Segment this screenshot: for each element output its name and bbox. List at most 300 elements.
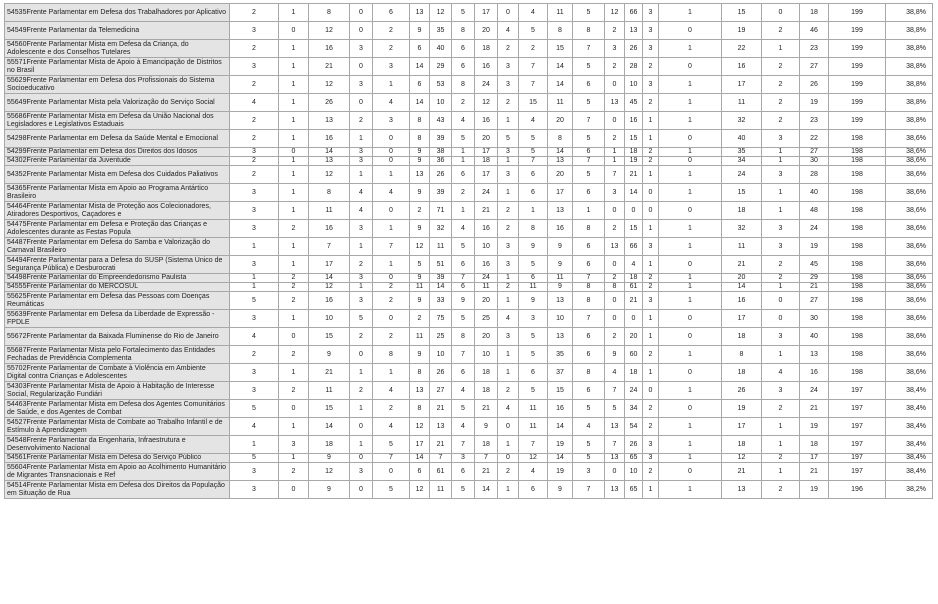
value-cell[interactable]: 8: [410, 130, 430, 148]
value-cell[interactable]: 22: [722, 40, 762, 58]
value-cell[interactable]: 2: [762, 112, 800, 130]
value-cell[interactable]: 3: [643, 238, 659, 256]
value-cell[interactable]: 12: [410, 481, 430, 499]
value-cell[interactable]: 16: [800, 364, 829, 382]
value-cell[interactable]: 6: [519, 481, 548, 499]
value-cell[interactable]: 12: [475, 94, 498, 112]
value-cell[interactable]: 8: [519, 220, 548, 238]
value-cell[interactable]: 0: [373, 463, 410, 481]
value-cell[interactable]: 13: [430, 418, 452, 436]
value-cell[interactable]: 28: [800, 166, 829, 184]
value-cell[interactable]: 9: [519, 292, 548, 310]
value-cell[interactable]: 8: [548, 22, 573, 40]
value-cell[interactable]: 30: [800, 157, 829, 166]
value-cell[interactable]: 13: [309, 157, 350, 166]
value-cell[interactable]: 3: [643, 292, 659, 310]
frente-name-cell[interactable]: 54299Frente Parlamentar em Defesa dos Direitos dos Idosos: [5, 148, 230, 157]
value-cell[interactable]: 21: [430, 400, 452, 418]
value-cell[interactable]: 13: [625, 22, 643, 40]
value-cell[interactable]: 21: [309, 364, 350, 382]
value-cell[interactable]: 19: [800, 238, 829, 256]
value-cell[interactable]: 16: [625, 112, 643, 130]
value-cell[interactable]: 1: [659, 292, 722, 310]
value-cell[interactable]: 4: [573, 418, 605, 436]
value-cell[interactable]: 9: [410, 22, 430, 40]
total-cell[interactable]: 199: [829, 76, 886, 94]
total-cell[interactable]: 198: [829, 310, 886, 328]
value-cell[interactable]: 18: [475, 436, 498, 454]
value-cell[interactable]: 9: [410, 184, 430, 202]
total-cell[interactable]: 198: [829, 292, 886, 310]
value-cell[interactable]: 18: [800, 4, 829, 22]
percent-cell[interactable]: 38,6%: [886, 220, 933, 238]
value-cell[interactable]: 2: [643, 283, 659, 292]
value-cell[interactable]: 16: [722, 292, 762, 310]
value-cell[interactable]: 14: [548, 454, 573, 463]
percent-cell[interactable]: 38,8%: [886, 76, 933, 94]
value-cell[interactable]: 5: [452, 481, 475, 499]
value-cell[interactable]: 7: [605, 166, 625, 184]
value-cell[interactable]: 26: [625, 40, 643, 58]
value-cell[interactable]: 40: [722, 130, 762, 148]
value-cell[interactable]: 20: [475, 292, 498, 310]
frente-name-cell[interactable]: 55625Frente Parlamentar em Defesa das Pessoas com Doenças Reumáticas: [5, 292, 230, 310]
value-cell[interactable]: 4: [498, 400, 519, 418]
value-cell[interactable]: 1: [659, 4, 722, 22]
value-cell[interactable]: 4: [350, 184, 373, 202]
value-cell[interactable]: 2: [643, 400, 659, 418]
value-cell[interactable]: 3: [605, 184, 625, 202]
value-cell[interactable]: 6: [519, 184, 548, 202]
value-cell[interactable]: 1: [762, 184, 800, 202]
value-cell[interactable]: 18: [475, 382, 498, 400]
value-cell[interactable]: 5: [573, 130, 605, 148]
value-cell[interactable]: 39: [430, 130, 452, 148]
value-cell[interactable]: 1: [279, 58, 309, 76]
value-cell[interactable]: 6: [573, 346, 605, 364]
value-cell[interactable]: 9: [548, 283, 573, 292]
value-cell[interactable]: 1: [762, 436, 800, 454]
value-cell[interactable]: 7: [373, 238, 410, 256]
value-cell[interactable]: 17: [722, 418, 762, 436]
value-cell[interactable]: 9: [309, 454, 350, 463]
value-cell[interactable]: 10: [625, 463, 643, 481]
value-cell[interactable]: 18: [625, 274, 643, 283]
value-cell[interactable]: 3: [230, 463, 279, 481]
value-cell[interactable]: 2: [605, 328, 625, 346]
value-cell[interactable]: 9: [410, 346, 430, 364]
value-cell[interactable]: 54: [625, 418, 643, 436]
total-cell[interactable]: 198: [829, 283, 886, 292]
value-cell[interactable]: 5: [452, 400, 475, 418]
value-cell[interactable]: 20: [475, 22, 498, 40]
value-cell[interactable]: 24: [625, 382, 643, 400]
total-cell[interactable]: 197: [829, 436, 886, 454]
total-cell[interactable]: 198: [829, 256, 886, 274]
value-cell[interactable]: 8: [573, 292, 605, 310]
value-cell[interactable]: 0: [498, 454, 519, 463]
value-cell[interactable]: 75: [430, 310, 452, 328]
value-cell[interactable]: 13: [548, 292, 573, 310]
value-cell[interactable]: 1: [643, 112, 659, 130]
value-cell[interactable]: 2: [762, 256, 800, 274]
percent-cell[interactable]: 38,6%: [886, 148, 933, 157]
percent-cell[interactable]: 38,4%: [886, 454, 933, 463]
value-cell[interactable]: 15: [309, 328, 350, 346]
value-cell[interactable]: 16: [309, 130, 350, 148]
frente-name-cell[interactable]: 54302Frente Parlamentar da Juventude: [5, 157, 230, 166]
value-cell[interactable]: 3: [350, 220, 373, 238]
value-cell[interactable]: 13: [548, 202, 573, 220]
value-cell[interactable]: 3: [643, 40, 659, 58]
value-cell[interactable]: 9: [410, 274, 430, 283]
value-cell[interactable]: 2: [498, 283, 519, 292]
value-cell[interactable]: 1: [498, 436, 519, 454]
total-cell[interactable]: 198: [829, 238, 886, 256]
value-cell[interactable]: 5: [519, 382, 548, 400]
value-cell[interactable]: 37: [548, 364, 573, 382]
value-cell[interactable]: 0: [498, 418, 519, 436]
value-cell[interactable]: 6: [452, 58, 475, 76]
value-cell[interactable]: 1: [350, 238, 373, 256]
value-cell[interactable]: 11: [430, 481, 452, 499]
value-cell[interactable]: 3: [230, 364, 279, 382]
value-cell[interactable]: 14: [309, 148, 350, 157]
value-cell[interactable]: 1: [279, 94, 309, 112]
value-cell[interactable]: 26: [430, 166, 452, 184]
value-cell[interactable]: 6: [410, 76, 430, 94]
value-cell[interactable]: 1: [350, 166, 373, 184]
value-cell[interactable]: 0: [659, 463, 722, 481]
value-cell[interactable]: 0: [498, 4, 519, 22]
value-cell[interactable]: 0: [350, 58, 373, 76]
total-cell[interactable]: 199: [829, 112, 886, 130]
value-cell[interactable]: 0: [659, 157, 722, 166]
value-cell[interactable]: 7: [605, 436, 625, 454]
value-cell[interactable]: 5: [573, 4, 605, 22]
value-cell[interactable]: 11: [430, 238, 452, 256]
value-cell[interactable]: 2: [230, 76, 279, 94]
value-cell[interactable]: 1: [762, 346, 800, 364]
value-cell[interactable]: 12: [722, 454, 762, 463]
value-cell[interactable]: 11: [548, 94, 573, 112]
value-cell[interactable]: 65: [625, 454, 643, 463]
value-cell[interactable]: 6: [519, 166, 548, 184]
value-cell[interactable]: 3: [762, 328, 800, 346]
value-cell[interactable]: 21: [430, 436, 452, 454]
value-cell[interactable]: 3: [373, 112, 410, 130]
value-cell[interactable]: 3: [373, 58, 410, 76]
value-cell[interactable]: 17: [475, 4, 498, 22]
value-cell[interactable]: 1: [498, 157, 519, 166]
value-cell[interactable]: 5: [573, 454, 605, 463]
value-cell[interactable]: 2: [279, 463, 309, 481]
value-cell[interactable]: 15: [309, 400, 350, 418]
value-cell[interactable]: 1: [350, 436, 373, 454]
value-cell[interactable]: 2: [279, 283, 309, 292]
value-cell[interactable]: 4: [452, 220, 475, 238]
percent-cell[interactable]: 38,8%: [886, 94, 933, 112]
value-cell[interactable]: 2: [605, 58, 625, 76]
value-cell[interactable]: 1: [659, 454, 722, 463]
value-cell[interactable]: 24: [800, 382, 829, 400]
value-cell[interactable]: 1: [373, 166, 410, 184]
value-cell[interactable]: 2: [279, 220, 309, 238]
value-cell[interactable]: 18: [800, 436, 829, 454]
value-cell[interactable]: 11: [309, 382, 350, 400]
value-cell[interactable]: 1: [279, 364, 309, 382]
value-cell[interactable]: 0: [279, 328, 309, 346]
value-cell[interactable]: 0: [659, 310, 722, 328]
value-cell[interactable]: 16: [722, 58, 762, 76]
value-cell[interactable]: 18: [475, 364, 498, 382]
value-cell[interactable]: 5: [230, 292, 279, 310]
value-cell[interactable]: 26: [430, 364, 452, 382]
value-cell[interactable]: 11: [519, 400, 548, 418]
value-cell[interactable]: 17: [722, 310, 762, 328]
value-cell[interactable]: 21: [800, 400, 829, 418]
value-cell[interactable]: 2: [498, 40, 519, 58]
value-cell[interactable]: 2: [498, 202, 519, 220]
value-cell[interactable]: 14: [548, 58, 573, 76]
value-cell[interactable]: 19: [800, 418, 829, 436]
value-cell[interactable]: 1: [659, 436, 722, 454]
value-cell[interactable]: 1: [279, 454, 309, 463]
value-cell[interactable]: 6: [452, 256, 475, 274]
percent-cell[interactable]: 38,8%: [886, 112, 933, 130]
value-cell[interactable]: 10: [475, 238, 498, 256]
value-cell[interactable]: 1: [659, 148, 722, 157]
frente-name-cell[interactable]: 54561Frente Parlamentar Mista em Defesa do Serviço Público: [5, 454, 230, 463]
value-cell[interactable]: 3: [762, 382, 800, 400]
value-cell[interactable]: 6: [452, 283, 475, 292]
value-cell[interactable]: 17: [410, 436, 430, 454]
value-cell[interactable]: 2: [605, 130, 625, 148]
value-cell[interactable]: 11: [722, 94, 762, 112]
value-cell[interactable]: 4: [373, 184, 410, 202]
value-cell[interactable]: 3: [498, 256, 519, 274]
value-cell[interactable]: 5: [230, 400, 279, 418]
percent-cell[interactable]: 38,6%: [886, 166, 933, 184]
value-cell[interactable]: 5: [452, 238, 475, 256]
value-cell[interactable]: 1: [643, 256, 659, 274]
value-cell[interactable]: 36: [430, 157, 452, 166]
value-cell[interactable]: 4: [452, 418, 475, 436]
value-cell[interactable]: 25: [430, 328, 452, 346]
value-cell[interactable]: 26: [722, 382, 762, 400]
value-cell[interactable]: 24: [722, 166, 762, 184]
frente-name-cell[interactable]: 54548Frente Parlamentar da Engenharia, Infraestrutura e Desenvolvimento Nacional: [5, 436, 230, 454]
value-cell[interactable]: 7: [573, 40, 605, 58]
value-cell[interactable]: 21: [475, 202, 498, 220]
value-cell[interactable]: 4: [230, 94, 279, 112]
value-cell[interactable]: 9: [410, 220, 430, 238]
value-cell[interactable]: 15: [722, 4, 762, 22]
value-cell[interactable]: 18: [625, 148, 643, 157]
value-cell[interactable]: 16: [475, 256, 498, 274]
value-cell[interactable]: 13: [605, 238, 625, 256]
value-cell[interactable]: 1: [279, 166, 309, 184]
value-cell[interactable]: 1: [350, 130, 373, 148]
value-cell[interactable]: 1: [498, 364, 519, 382]
value-cell[interactable]: 9: [309, 346, 350, 364]
value-cell[interactable]: 3: [643, 4, 659, 22]
value-cell[interactable]: 14: [548, 76, 573, 94]
percent-cell[interactable]: 38,6%: [886, 130, 933, 148]
value-cell[interactable]: 5: [452, 310, 475, 328]
value-cell[interactable]: 2: [452, 94, 475, 112]
frente-name-cell[interactable]: 54303Frente Parlamentar Mista de Apoio à Habitação de Interesse Social, Regularização Fundiári: [5, 382, 230, 400]
value-cell[interactable]: 8: [548, 130, 573, 148]
value-cell[interactable]: 11: [519, 418, 548, 436]
value-cell[interactable]: 21: [475, 400, 498, 418]
value-cell[interactable]: 61: [625, 283, 643, 292]
value-cell[interactable]: 20: [722, 274, 762, 283]
value-cell[interactable]: 1: [230, 238, 279, 256]
value-cell[interactable]: 0: [659, 328, 722, 346]
value-cell[interactable]: 8: [573, 283, 605, 292]
value-cell[interactable]: 1: [573, 202, 605, 220]
value-cell[interactable]: 7: [475, 454, 498, 463]
value-cell[interactable]: 5: [373, 436, 410, 454]
value-cell[interactable]: 5: [498, 130, 519, 148]
percent-cell[interactable]: 38,6%: [886, 364, 933, 382]
value-cell[interactable]: 9: [519, 238, 548, 256]
value-cell[interactable]: 2: [605, 22, 625, 40]
value-cell[interactable]: 1: [659, 94, 722, 112]
frente-name-cell[interactable]: 54463Frente Parlamentar Mista em Defesa dos Agentes Comunitários de Saúde, e dos Agentes de Combat: [5, 400, 230, 418]
value-cell[interactable]: 6: [573, 328, 605, 346]
value-cell[interactable]: 32: [722, 220, 762, 238]
total-cell[interactable]: 198: [829, 166, 886, 184]
value-cell[interactable]: 35: [722, 148, 762, 157]
value-cell[interactable]: 18: [309, 436, 350, 454]
value-cell[interactable]: 0: [762, 4, 800, 22]
frente-name-cell[interactable]: 54549Frente Parlamentar da Telemedicina: [5, 22, 230, 40]
value-cell[interactable]: 3: [519, 310, 548, 328]
value-cell[interactable]: 17: [475, 148, 498, 157]
value-cell[interactable]: 3: [350, 463, 373, 481]
value-cell[interactable]: 12: [410, 238, 430, 256]
value-cell[interactable]: 1: [452, 157, 475, 166]
value-cell[interactable]: 1: [350, 364, 373, 382]
percent-cell[interactable]: 38,8%: [886, 22, 933, 40]
value-cell[interactable]: 0: [605, 202, 625, 220]
value-cell[interactable]: 17: [548, 184, 573, 202]
value-cell[interactable]: 1: [230, 274, 279, 283]
value-cell[interactable]: 4: [519, 463, 548, 481]
value-cell[interactable]: 8: [452, 22, 475, 40]
value-cell[interactable]: 1: [659, 481, 722, 499]
value-cell[interactable]: 11: [519, 283, 548, 292]
value-cell[interactable]: 43: [430, 112, 452, 130]
value-cell[interactable]: 7: [605, 382, 625, 400]
value-cell[interactable]: 9: [410, 148, 430, 157]
value-cell[interactable]: 2: [230, 130, 279, 148]
percent-cell[interactable]: 38,6%: [886, 292, 933, 310]
value-cell[interactable]: 3: [498, 328, 519, 346]
value-cell[interactable]: 3: [230, 184, 279, 202]
value-cell[interactable]: 1: [230, 283, 279, 292]
value-cell[interactable]: 7: [573, 112, 605, 130]
value-cell[interactable]: 7: [573, 481, 605, 499]
value-cell[interactable]: 14: [410, 454, 430, 463]
value-cell[interactable]: 9: [548, 238, 573, 256]
value-cell[interactable]: 9: [548, 256, 573, 274]
value-cell[interactable]: 3: [762, 166, 800, 184]
percent-cell[interactable]: 38,6%: [886, 328, 933, 346]
value-cell[interactable]: 8: [573, 364, 605, 382]
value-cell[interactable]: 5: [350, 310, 373, 328]
value-cell[interactable]: 5: [573, 58, 605, 76]
value-cell[interactable]: 0: [659, 256, 722, 274]
percent-cell[interactable]: 38,8%: [886, 4, 933, 22]
value-cell[interactable]: 2: [762, 22, 800, 40]
value-cell[interactable]: 8: [373, 346, 410, 364]
value-cell[interactable]: 1: [659, 238, 722, 256]
value-cell[interactable]: 3: [762, 130, 800, 148]
value-cell[interactable]: 1: [279, 76, 309, 94]
value-cell[interactable]: 2: [605, 220, 625, 238]
value-cell[interactable]: 1: [519, 202, 548, 220]
value-cell[interactable]: 16: [548, 220, 573, 238]
value-cell[interactable]: 1: [659, 283, 722, 292]
value-cell[interactable]: 2: [498, 94, 519, 112]
value-cell[interactable]: 19: [722, 400, 762, 418]
value-cell[interactable]: 0: [350, 4, 373, 22]
value-cell[interactable]: 1: [498, 481, 519, 499]
value-cell[interactable]: 1: [659, 184, 722, 202]
value-cell[interactable]: 3: [230, 22, 279, 40]
value-cell[interactable]: 2: [762, 76, 800, 94]
value-cell[interactable]: 1: [643, 481, 659, 499]
value-cell[interactable]: 1: [659, 418, 722, 436]
total-cell[interactable]: 197: [829, 382, 886, 400]
value-cell[interactable]: 3: [350, 292, 373, 310]
value-cell[interactable]: 17: [475, 166, 498, 184]
value-cell[interactable]: 2: [350, 382, 373, 400]
value-cell[interactable]: 12: [309, 22, 350, 40]
total-cell[interactable]: 197: [829, 454, 886, 463]
value-cell[interactable]: 28: [625, 58, 643, 76]
value-cell[interactable]: 2: [410, 310, 430, 328]
value-cell[interactable]: 27: [800, 292, 829, 310]
frente-name-cell[interactable]: 54555Frente Parlamentar do MERCOSUL: [5, 283, 230, 292]
value-cell[interactable]: 0: [643, 202, 659, 220]
percent-cell[interactable]: 38,4%: [886, 463, 933, 481]
value-cell[interactable]: 7: [309, 238, 350, 256]
value-cell[interactable]: 2: [643, 274, 659, 283]
value-cell[interactable]: 1: [279, 238, 309, 256]
value-cell[interactable]: 9: [410, 292, 430, 310]
value-cell[interactable]: 0: [350, 454, 373, 463]
percent-cell[interactable]: 38,6%: [886, 202, 933, 220]
value-cell[interactable]: 0: [643, 382, 659, 400]
value-cell[interactable]: 1: [762, 418, 800, 436]
frente-name-cell[interactable]: 55604Frente Parlamentar Mista em Apoio ao Acolhimento Humanitário de Migrantes Transnacionais e Ref: [5, 463, 230, 481]
value-cell[interactable]: 7: [452, 274, 475, 283]
frente-name-cell[interactable]: 54494Frente Parlamentar para a Defesa do SUSP (Sistema Único de Segurança Pública) e Desburocrati: [5, 256, 230, 274]
value-cell[interactable]: 12: [605, 4, 625, 22]
value-cell[interactable]: 4: [373, 418, 410, 436]
value-cell[interactable]: 1: [659, 112, 722, 130]
value-cell[interactable]: 2: [230, 346, 279, 364]
value-cell[interactable]: 16: [548, 400, 573, 418]
value-cell[interactable]: 4: [498, 310, 519, 328]
value-cell[interactable]: 13: [410, 166, 430, 184]
value-cell[interactable]: 0: [373, 157, 410, 166]
value-cell[interactable]: 10: [475, 346, 498, 364]
